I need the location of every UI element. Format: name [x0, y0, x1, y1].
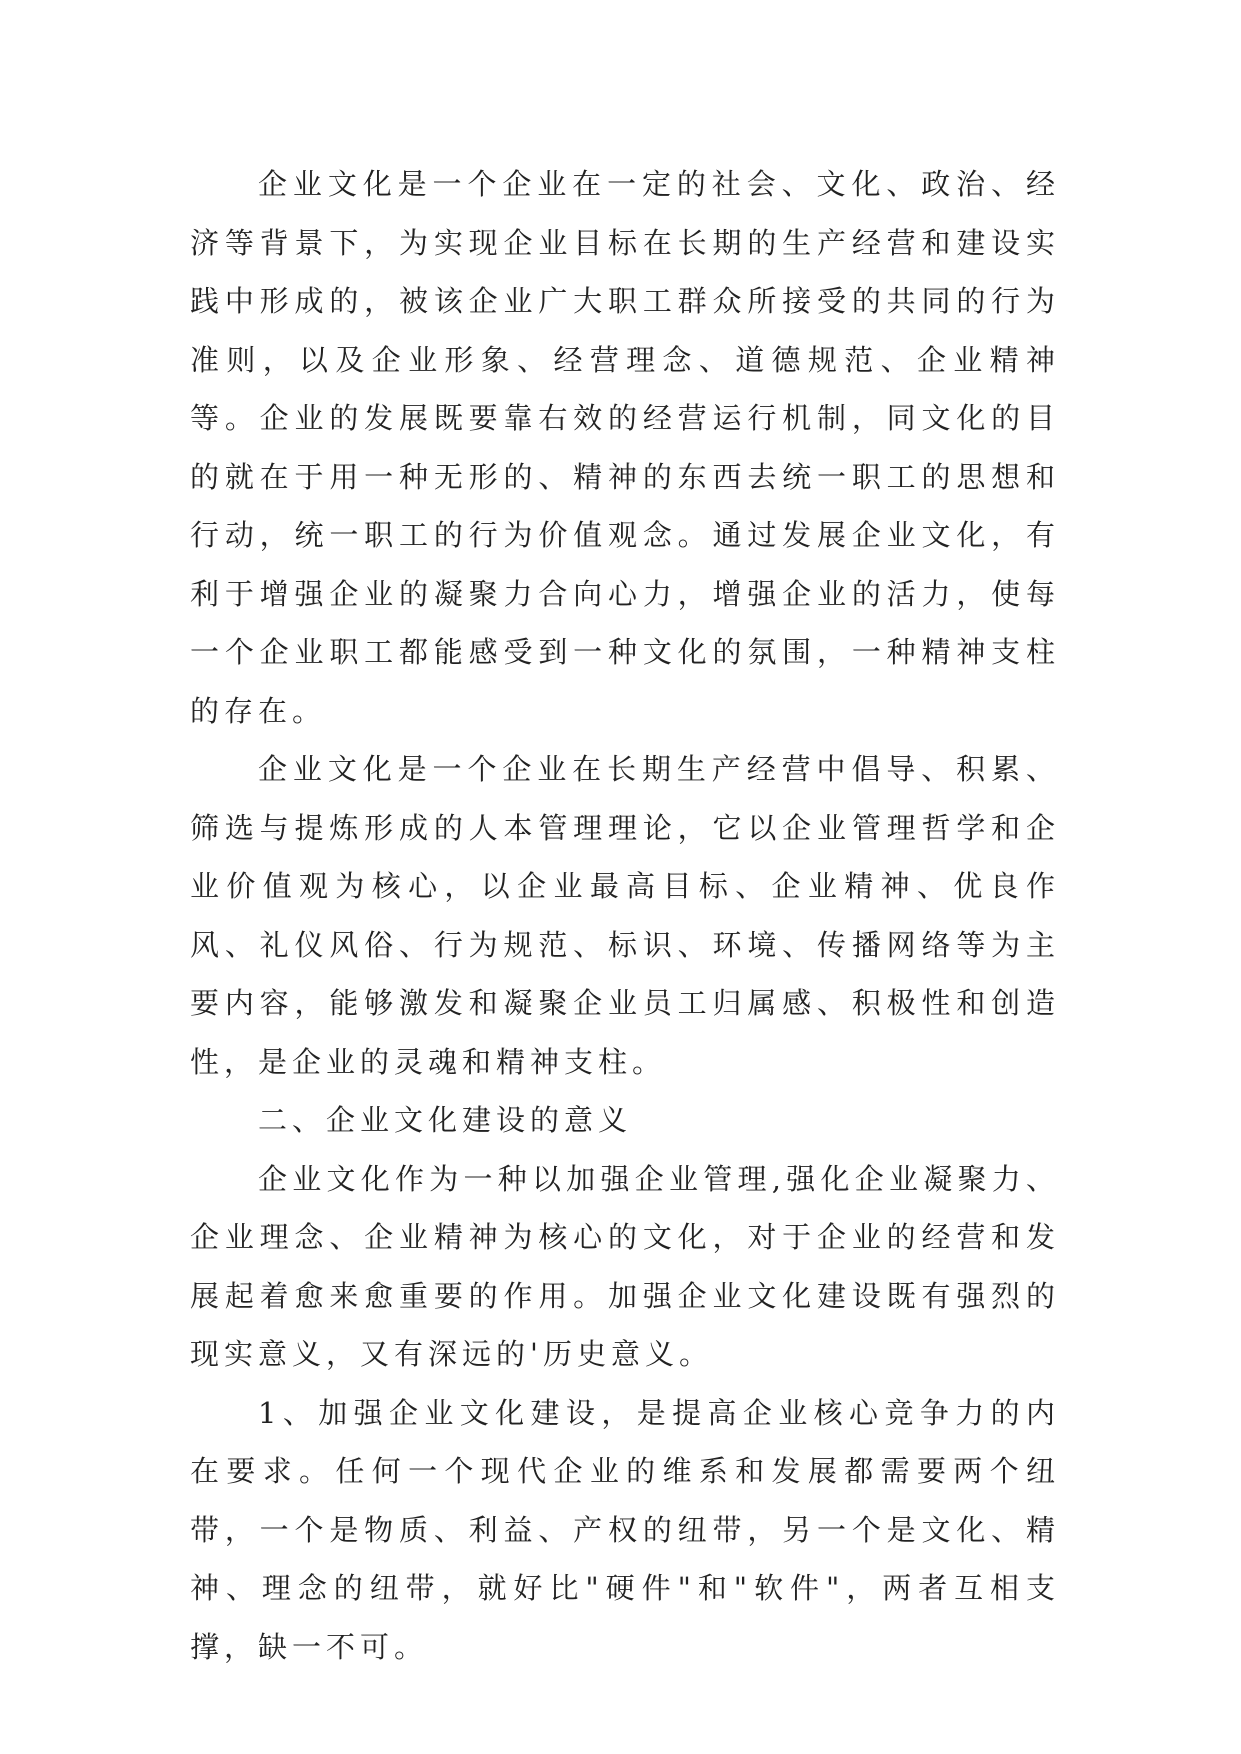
paragraph-corporate-culture-definition: 企业文化是一个企业在一定的社会、文化、政治、经济等背景下，为实现企业目标在长期的生产经营和建设实践中形成的，被该企业广大职工群众所接受的共同的行为准则，以及企业形象、经营理念、道德规范、企业精神等。企业的发展既要靠右效的经营运行机制，同文化的目的就在于用一种无形的、精神的东西去统一职工的思想和行动，统一职工的行为价值观念。通过发展企业文化，有利于增强企业的凝聚力合向心力，增强企业的活力，使每一个企业职工都能感受到一种文化的氛围，一种精神支柱的存在。 [190, 167, 1060, 728]
paragraph-significance-overview: 企业文化作为一种以加强企业管理,强化企业凝聚力、企业理念、企业精神为核心的文化，对于企业的经营和发展起着愈来愈重要的作用。加强企业文化建设既有强烈的现实意义，又有深远的'历史意义。 [190, 1161, 1060, 1371]
paragraph-point-1-core-competitiveness: 1、加强企业文化建设，是提高企业核心竞争力的内在要求。任何一个现代企业的维系和发展都需要两个纽带，一个是物质、利益、产权的纽带，另一个是文化、精神、理念的纽带，就好比"硬件"和"软件"，两者互相支撑，缺一不可。 [190, 1395, 1060, 1664]
document-body [190, 155, 1060, 1676]
paragraph-humanistic-management: 企业文化是一个企业在长期生产经营中倡导、积累、筛选与提炼形成的人本管理理论，它以企业管理哲学和企业价值观为核心，以企业最高目标、企业精神、优良作风、礼仪风俗、行为规范、标识、环境、传播网络等为主要内容，能够激发和凝聚企业员工归属感、积极性和创造性，是企业的灵魂和精神支柱。 [190, 752, 1060, 1079]
section-heading-significance: 二、企业文化建设的意义 [258, 1103, 633, 1137]
